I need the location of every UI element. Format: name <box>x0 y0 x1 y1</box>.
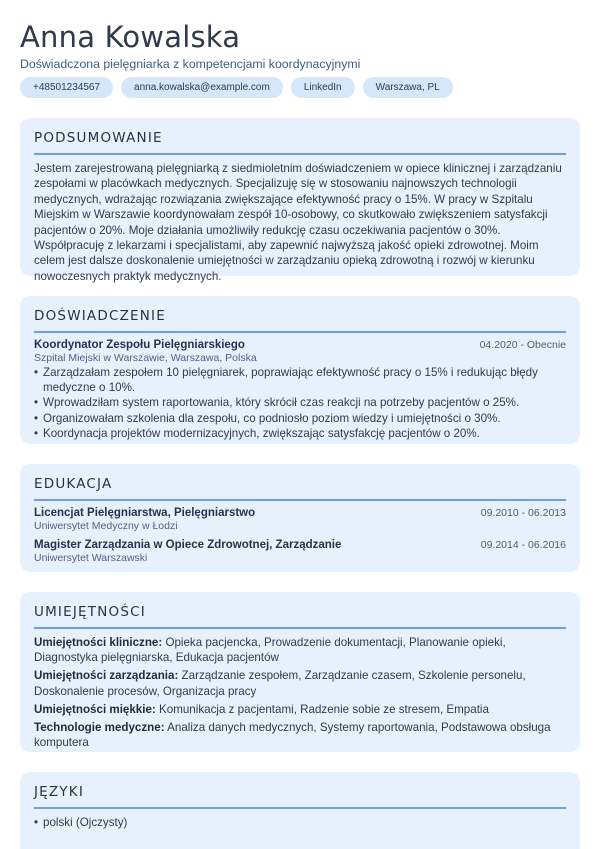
section-title: JĘZYKI <box>34 784 85 800</box>
education-school: Uniwersytet Medyczny w Łodzi <box>34 520 178 532</box>
section-divider <box>34 627 566 629</box>
skill-group <box>34 702 566 717</box>
job-position: Koordynator Zespołu Pielęgniarskiego <box>34 339 245 351</box>
education-date: 09.2010 - 06.2013 <box>480 507 566 519</box>
summary-section <box>20 118 580 283</box>
languages-section <box>20 772 580 849</box>
skill-label: Technologie medyczne: <box>34 721 165 735</box>
skill-value: Analiza danych medycznych, Systemy raportowania, Podstawowa obsługa komputera <box>34 721 551 750</box>
section-divider <box>34 331 566 333</box>
education-entry <box>34 507 566 533</box>
candidate-name: Anna Kowalska <box>20 20 241 54</box>
skill-label: Umiejętności kliniczne: <box>34 636 163 649</box>
section-title: EDUKACJA <box>34 476 113 492</box>
education-degree: Licencjat Pielęgniarstwa, Pielęgniarstwo <box>34 507 256 519</box>
linkedin-chip[interactable]: LinkedIn <box>291 77 355 98</box>
job-bullets <box>34 365 566 441</box>
skill-group <box>34 635 566 665</box>
language-list <box>34 815 566 830</box>
section-title: PODSUMOWANIE <box>34 130 163 146</box>
job-bullet: • Zarządzałam zespołem 10 pielęgniarek, poprawiając efektywność pracy o 15% i redukując błędy medyczne o 10%. <box>34 365 566 395</box>
skills-section <box>20 592 580 752</box>
education-school: Uniwersytet Warszawski <box>34 552 148 564</box>
job-bullet: • Wprowadziłam system raportowania, który skrócił czas reakcji na potrzeby pacjentów o 25%. <box>34 395 566 410</box>
skill-label: Umiejętności miękkie: <box>34 702 156 716</box>
language-item: • polski (Ojczysty) <box>34 815 566 830</box>
location-chip: Warszawa, PL <box>363 77 453 98</box>
skill-value: Komunikacja z pacjentami, Radzenie sobie ze stresem, Empatia <box>155 702 489 716</box>
skill-label: Umiejętności zarządzania: <box>34 669 179 683</box>
education-entry <box>34 539 566 565</box>
skill-group <box>34 668 566 698</box>
section-title: UMIEJĘTNOŚCI <box>34 604 146 620</box>
education-date: 09.2014 - 06.2016 <box>480 539 566 551</box>
education-section <box>20 464 580 572</box>
section-divider <box>34 499 566 501</box>
education-degree: Magister Zarządzania w Opiece Zdrowotnej, Zarządzanie <box>34 539 342 551</box>
experience-section <box>20 296 580 444</box>
phone-chip[interactable]: +48501234567 <box>20 77 113 98</box>
job-bullet: • Koordynacja projektów modernizacyjnych, zwiększając satysfakcję pacjentów o 20%. <box>34 426 566 441</box>
skill-value: Zarządzanie zespołem, Zarządzanie czasem, Szkolenie personelu, Doskonalenie procesów, Organizacja pracy <box>34 669 526 698</box>
candidate-headline: Doświadczona pielęgniarka z kompetencjami koordynacyjnymi <box>20 57 361 71</box>
email-chip[interactable]: anna.kowalska@example.com <box>121 77 283 98</box>
section-title: DOŚWIADCZENIE <box>34 308 166 324</box>
job-employer: Szpital Miejski w Warszawie, Warszawa, Polska <box>34 352 257 364</box>
job-bullet: • Organizowałam szkolenia dla zespołu, co podniosło poziom wiedzy i umiejętności o 30%. <box>34 411 566 426</box>
summary-text: Jestem zarejestrowaną pielęgniarką z siedmioletnim doświadczeniem w opiece klinicznej i zarządzaniu zespołami w placówkach medycznych. Specjalizuję się w stosowaniu najnowszych technologii medycznych, wdrażając rozwiązania zwiększające efektywność pracy o 15%. W pracy w Szpitalu Miejskim w Warszawie koordynowałam zespół 10-osobowy, co skutkowało zwiększeniem satysfakcji pacjentów o 20%. Moje działania umożliwiły redukcję czasu oczekiwania pacjentów o 30%. Współpracuję z lekarzami i specjalistami, aby zapewnić najwyższą jakość opieki zdrowotnej. Moim celem jest dalsze doskonalenie umiejętności w zarządzaniu opieką zdrowotną i rozwój w kierunku nowoczesnych praktyk medycznych. <box>34 162 562 283</box>
contact-chips <box>20 77 453 98</box>
skill-group <box>34 720 566 750</box>
job-date: 04.2020 - Obecnie <box>479 339 566 351</box>
skill-value: Opieka pacjencka, Prowadzenie dokumentacji, Planowanie opieki, Diagnostyka pielęgniarska, Edukacja pacjentów <box>34 636 506 665</box>
section-divider <box>34 807 566 809</box>
section-divider <box>34 153 566 155</box>
job-entry <box>34 339 566 441</box>
